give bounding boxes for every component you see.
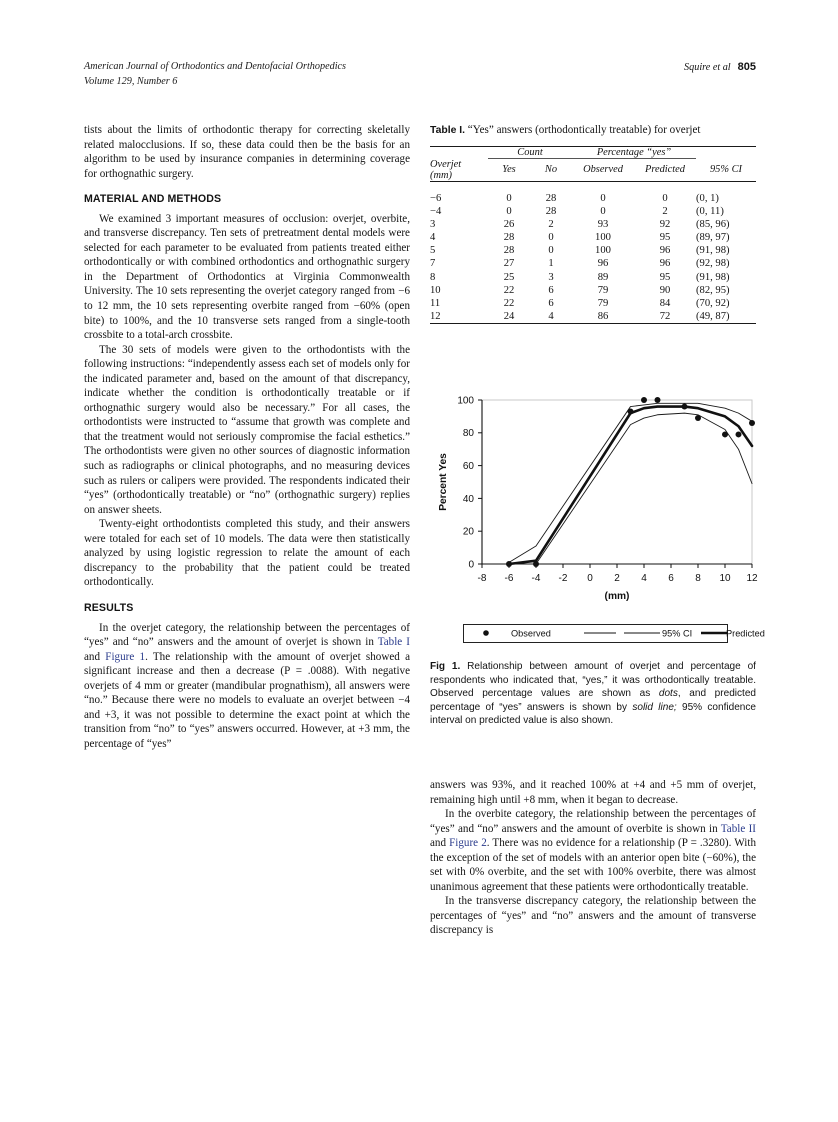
table-cell-yes: 25: [503, 271, 515, 283]
overbite-text-c: . There was no evidence for a relationship (P = .3280). With the exception of the set of models with an anterior open bite (−60%), the set with 0% overbite, and the set with 100% overbite, there was almost unanimous agreement that these patients were orthodontically treatable.: [430, 837, 756, 893]
chart-x-tick-label: -8: [477, 573, 487, 584]
figure-1-block: [430, 392, 765, 639]
running-head: [84, 60, 756, 89]
table-cell-observed: 86: [597, 311, 609, 323]
table-row: [430, 257, 756, 270]
table-cell-no: 0: [548, 232, 554, 244]
table-cell-observed: 96: [597, 258, 609, 270]
table-cell-yes: 0: [506, 205, 512, 217]
figure-label: Fig 1.: [430, 661, 461, 672]
table-cell-ci: (0, 11): [696, 205, 724, 217]
chart-y-tick-label: 40: [462, 493, 474, 505]
table-cell-no: 28: [545, 192, 557, 204]
table-cell-predicted: 72: [659, 311, 671, 323]
table-cell-yes: 28: [503, 232, 515, 244]
table-1: [430, 146, 756, 325]
table-caption-text: “Yes” answers (orthodontically treatable) for overjet: [465, 124, 701, 136]
xref-table-2[interactable]: Table II: [720, 822, 756, 835]
table-cell-ci: (85, 96): [696, 218, 730, 230]
table-cell-yes: 0: [506, 192, 512, 204]
table-cell-no: 4: [548, 311, 554, 323]
chart-x-tick-label: -4: [531, 573, 541, 584]
legend-label-observed: Observed: [511, 628, 551, 639]
table-cell-no: 6: [548, 298, 554, 309]
column-header-overjet-line2: (mm): [430, 169, 452, 181]
table-cell-yes: 27: [503, 258, 515, 270]
chart-point-observed: [722, 431, 728, 437]
right-paragraph-overbite: [430, 807, 756, 894]
table-cell-observed: 0: [600, 192, 606, 204]
overbite-text-a: In the overbite category, the relationship between the percentages of “yes” and “no” answers and the amount of overbite is shown in: [430, 808, 756, 835]
xref-figure-2[interactable]: Figure 2: [449, 837, 487, 850]
chart-point-observed: [533, 561, 539, 567]
chart-y-axis-label: Percent Yes: [438, 453, 449, 511]
table-cell-overjet: 3: [430, 218, 436, 230]
chart-y-tick-label: 60: [462, 461, 474, 472]
heading-material-and-methods: MATERIAL AND METHODS: [84, 193, 222, 206]
table-cell-observed: 0: [600, 205, 606, 217]
table-row: [430, 205, 756, 218]
table-cell-observed: 100: [595, 232, 611, 244]
table-cell-no: 3: [548, 271, 554, 283]
table-cell-observed: 79: [597, 298, 609, 309]
methods-paragraph-1: We examined 3 important measures of occlusion: overjet, overbite, and transverse discrepancy. Ten sets of pretreatment dental models were selected for each parameter to be evaluated from patients treated either orthodontically or with combined orthodontics and orthognathic surgery in the Department of Orthodontics at Virginia Commonwealth University. The 10 sets representing the overjet category ranged from −6 to 12 mm, the 10 sets representing overbite ranged from −60% (open bite) to 100%, and the 10 transverse sets ranged from a single-tooth crossbite to a total-arch crossbite.: [84, 212, 410, 342]
table-row: [430, 310, 756, 324]
table-body: [430, 187, 756, 324]
legend-marker-observed-icon: [483, 630, 489, 636]
table-cell-overjet: 5: [430, 245, 436, 257]
chart-x-tick-label: 2: [614, 573, 620, 584]
paragraph-continued: tists about the limits of orthodontic therapy for correcting skeletally related malocclusions. If so, these data could then be the basis for an algorithm to be used by insurance companies in determining coverage for orthognathic surgery.: [84, 124, 410, 180]
table-cell-no: 0: [548, 245, 554, 257]
table-row: [430, 231, 756, 244]
chart-y-tick-label: 100: [457, 395, 474, 407]
table-cell-no: 2: [548, 218, 554, 230]
column-header-yes: Yes: [502, 164, 516, 175]
page-number: 805: [737, 61, 756, 73]
chart-y-tick-label: 0: [468, 559, 474, 571]
table-cell-no: 28: [545, 205, 557, 217]
table-row: [430, 244, 756, 257]
table-cell-predicted: 84: [659, 298, 671, 309]
legend-content: [464, 625, 765, 640]
table-cell-observed: 89: [597, 271, 609, 283]
table-row: [430, 271, 756, 284]
table-column-header-row: [430, 159, 756, 182]
chart-x-tick-label: 6: [668, 573, 674, 584]
column-header-observed: Observed: [583, 164, 623, 175]
table-cell-predicted: 96: [659, 245, 671, 257]
table-cell-observed: 93: [597, 218, 609, 230]
overbite-text-b: and: [430, 837, 450, 850]
table-cell-observed: 79: [597, 284, 609, 296]
table-row: [430, 187, 756, 205]
figure-1-chart: [430, 392, 760, 620]
running-head-right: [684, 60, 756, 76]
table-cell-ci: (92, 98): [696, 258, 730, 270]
column-header-predicted: Predicted: [644, 164, 685, 175]
table-label: Table I.: [430, 125, 466, 136]
chart-x-tick-label: 8: [695, 573, 701, 584]
table-cell-overjet: 8: [430, 271, 436, 283]
table-cell-no: 1: [548, 258, 554, 270]
table-cell-overjet: 12: [430, 311, 441, 323]
results-text-b: and: [84, 650, 106, 663]
chart-legend: [463, 624, 765, 643]
chart-x-axis-label: (mm): [604, 591, 630, 602]
article-authors: Squire et al: [684, 62, 731, 73]
chart-point-observed: [749, 420, 755, 426]
methods-paragraph-2: The 30 sets of models were given to the orthodontists with the following instructions: “independently assess each set of models only for the indicated parameter and, based on the amount of that discrepancy, indicate whether the condition is orthodontically treatable or if orthognathic surgery would also be necessary.” For all cases, the orthodontists were instructed to “assume that growth was complete and that the treatment would not seriously compromise the facial esthetics.” The orthodontists were given no other sources of diagnostic information such as radiographs or clinical photographs, and no measuring devices such as rulers or calipers were provided. The respondents indicated their “yes” (orthodontically treatable) or “no” (orthognathic surgery) replies on answer sheets.: [84, 343, 410, 516]
chart-y-tick-label: 80: [462, 428, 474, 440]
column-header-overjet: [430, 159, 488, 182]
table-cell-observed: 100: [595, 245, 611, 257]
figure-caption-a: Relationship between amount of overjet and percentage of respondents who indicated that, “yes,” it was orthodontically treatable. Observed percentage values are shown as: [430, 661, 756, 700]
table-cell-yes: 24: [503, 311, 515, 323]
chart-point-observed: [641, 397, 647, 403]
right-paragraph-continued: answers was 93%, and it reached 100% at +4 and +5 mm of overjet, remaining high until +8 mm, when it began to decrease.: [430, 779, 756, 806]
table-cell-overjet: −6: [430, 192, 442, 204]
table-cell-predicted: 96: [659, 258, 671, 270]
chart-point-observed: [682, 404, 688, 410]
table-cell-predicted: 2: [662, 205, 668, 217]
legend-label-predicted: Predicted: [726, 628, 765, 639]
journal-title: American Journal of Orthodontics and Dentofacial Orthopedics: [84, 61, 347, 72]
chart-point-observed: [736, 431, 742, 437]
table-cell-ci: (91, 98): [696, 271, 730, 283]
table-row: [430, 218, 756, 231]
results-text-a: In the overjet category, the relationship between the percentages of “yes” and “no” answers and the amount of overjet is shown in: [84, 621, 410, 649]
group-header-percentage: Percentage “yes”: [596, 146, 672, 158]
chart-point-observed: [655, 397, 661, 403]
table-cell-yes: 22: [503, 284, 515, 296]
column-header-overjet-line1: Overjet: [430, 158, 462, 170]
figure-caption-em-solid-line: solid line;: [632, 701, 677, 713]
methods-paragraph-3: Twenty-eight orthodontists completed this study, and their answers were totaled for each set of 10 models. The data were then statistically analyzed by using logistic regression to relate the amount of each discrepancy to the probability that the patient could be treated orthodontically.: [84, 518, 410, 589]
chart-x-tick-label: 0: [587, 573, 593, 584]
table-cell-overjet: 10: [430, 284, 441, 296]
heading-results: RESULTS: [84, 601, 134, 614]
column-header-ci: 95% CI: [709, 164, 743, 175]
chart-y-tick-label: 20: [462, 526, 474, 538]
journal-volume: Volume 129, Number 6: [84, 75, 178, 87]
right-column: [430, 778, 756, 938]
table-row: [430, 297, 756, 310]
running-head-left: [84, 60, 346, 89]
table-cell-ci: (70, 92): [696, 298, 730, 309]
chart-x-tick-label: 4: [641, 573, 647, 584]
chart-x-tick-label: 10: [719, 573, 731, 584]
chart-x-tick-label: -6: [504, 573, 514, 584]
table-cell-predicted: 95: [659, 271, 671, 283]
figure-caption-b: , and predicted percentage of “yes” answers is shown by: [430, 688, 757, 713]
table-cell-overjet: 7: [430, 258, 436, 270]
table-cell-overjet: 4: [430, 232, 436, 244]
table-group-header-row: [430, 146, 756, 158]
table-caption: [430, 123, 756, 139]
table-cell-predicted: 90: [659, 284, 671, 296]
table-cell-yes: 26: [503, 218, 515, 230]
right-paragraph-transverse: In the transverse discrepancy category, the relationship between the percentages of “yes” and “no” answers and the amount of transverse discrepancy is: [430, 895, 756, 937]
table-cell-overjet: −4: [430, 205, 442, 217]
table-row: [430, 284, 756, 297]
table-cell-predicted: 95: [659, 232, 671, 244]
xref-table-1[interactable]: Table I: [377, 636, 410, 649]
table-cell-yes: 28: [503, 245, 515, 257]
table-cell-ci: (89, 97): [696, 232, 730, 244]
chart-plot-area: [482, 400, 752, 564]
left-column: [84, 123, 410, 751]
table-cell-ci: (91, 98): [696, 245, 730, 257]
table-cell-ci: (49, 87): [696, 311, 730, 323]
chart-x-tick-label: 12: [746, 573, 758, 584]
figure-caption-c: 95% confidence interval on predicted value is also shown.: [430, 701, 756, 727]
chart-point-observed: [628, 408, 634, 414]
table-cell-no: 6: [548, 284, 554, 296]
column-header-no: No: [544, 164, 558, 175]
table-cell-predicted: 0: [662, 192, 668, 204]
group-header-count: Count: [517, 146, 543, 158]
xref-figure-1[interactable]: Figure 1: [105, 650, 146, 663]
results-text-c: . The relationship with the amount of overjet showed a significant increase and then a decrease (P = .0088). With negative overjets of 4 mm or greater (mandibular prognathism), all answers were “no.” Because there were no models to evaluate an overjet between −4 and +3, it was not possible to determine the exact point at which the transition from “no” to “yes” answers occurred. However, at +3 mm, the percentage of “yes”: [84, 650, 410, 750]
chart-x-tick-label: -2: [558, 573, 568, 584]
table-cell-yes: 22: [503, 298, 515, 309]
figure-caption-em-dots: dots: [658, 688, 678, 700]
chart-point-observed: [506, 561, 512, 567]
table-1-block: [430, 123, 756, 324]
legend-label-ci: 95% CI: [662, 628, 693, 639]
table-cell-predicted: 92: [659, 218, 671, 230]
table-cell-ci: (0, 1): [696, 192, 719, 204]
table-cell-overjet: 11: [430, 298, 441, 309]
results-paragraph-1: [84, 621, 410, 752]
table-cell-ci: (82, 95): [696, 284, 730, 296]
figure-caption: [430, 660, 756, 728]
chart-point-observed: [695, 415, 701, 421]
